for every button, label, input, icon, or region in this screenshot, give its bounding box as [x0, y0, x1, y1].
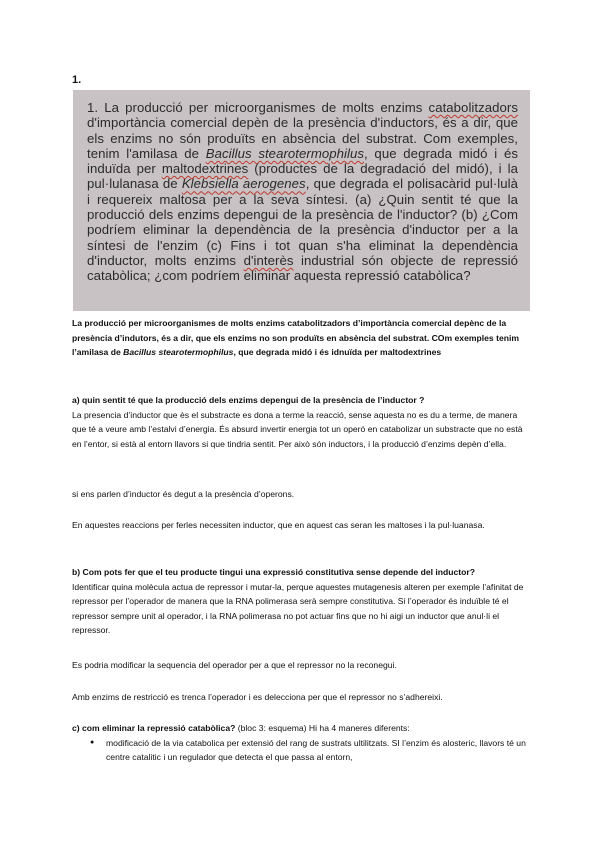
scan-species-2: Klebsiella aerogenes [181, 176, 306, 192]
answer-a-text-2: si ens parlen d’inductor és degut a la presència d’operons. [72, 489, 295, 499]
section-number: 1. [72, 74, 82, 86]
scan-spellcheck-1: catabolitzadors [428, 100, 518, 115]
answer-a-text-3: En aquestes reaccions per ferles necessiten inductor, que en aquest cas seran les maltoses i la pul·luanasa. [72, 520, 485, 530]
answer-a-para-2 [72, 487, 532, 502]
scan-species-1: Bacillus stearotermophilus [205, 145, 364, 161]
scan-text-4: (productes de la degradació del midó), i la pul·lulanasa de [87, 161, 518, 192]
answer-b-text-3: Amb enzims de restricció es trenca l’operador i es delecciona per que el repressor no s’adhereixi. [72, 692, 443, 702]
answer-b-para-2 [72, 658, 532, 673]
scan-text-2: d'importància comercial depèn de la presència d'inductors, és a dir, que els enzims no són produïts en absència del substrat. Com exemples, tenim l'amilasa de [87, 115, 518, 161]
scan-text-3: , que degrada midó i és induïda per [87, 145, 518, 177]
scan-text-1: 1. La producció per microorganismes de molts enzims [87, 100, 429, 115]
scanned-question-image [73, 90, 530, 311]
scan-spellcheck-3: d'interès [243, 252, 294, 268]
question-c: c) com eliminar la repressió catabòlica? [72, 723, 236, 733]
question-c-note: (bloc 3: esquema) Hi ha 4 maneres diferents: [235, 723, 410, 733]
scan-text-6: industrial són objecte de repressió catabòlica; ¿com podríem eliminar aquesta repressió catabòlica? [87, 252, 518, 284]
question-b-block [72, 565, 532, 638]
question-a: a) quin sentit té que la producció dels enzims depengui de la presència de l’inductor ? [72, 395, 425, 405]
answer-c-list [72, 736, 532, 765]
answer-a-para-3 [72, 518, 532, 533]
intro-paragraph [72, 316, 532, 360]
question-b: b) Com pots fer que el teu producte tingui una expressió constitutiva sense depende del inductor? [72, 567, 476, 577]
intro-species: Bacillus stearotermophilus [123, 347, 234, 358]
intro-text-1: La producció per microorganismes de molts enzims catabolitzadors d’importància comercial depènc de la presència d’indutors, és a dir, que els enzims no son produïts en absència del substrat. COm exemples tenim l’amilasa de [72, 318, 520, 358]
scan-text-5: , que degrada el polisacàrid pul·lulà i requereix maltosa per a la seva síntesi. (a) ¿Quin sentit té que la producció dels enzims depengui de la presència de l'inductor? (b) ¿Com podríem eliminar la dependència de la presència d'inductor per a la síntesi de l'enzim (c) Fins i tot quan s'ha eliminat la dependència d'inductor, molts enzims [87, 176, 518, 268]
answer-b: Identificar quina molècula actua de repressor i mutar-la, perque aquestes mutagenesis alteren per exemple l’afinitat de repressor per l’operador de manera que la RNA polimerasa serà sempre constitutiva. Si l’operador és induïble té el repressor sempre unit al operador, i la RNA polimerasa no pot actuar fins que no hi aigi un inductor que anul·li el repressor. [72, 581, 524, 636]
answer-a: La presencia d’inductor que ès el substracte es dona a terme la reacció, sense aquesta no es du a terme, de manera que té a veure amb l’estalvi d’energia. És absurd invertir energia tot un operó en catabolizar un substracte que no està en l’entor, si està al entorn llavors si que tindria sentit. Per això són inductors, i la producció d’enzims depèn d’ella. [72, 409, 523, 449]
question-c-block [72, 721, 532, 765]
question-a-block [72, 393, 532, 451]
answer-b-para-3 [72, 690, 532, 705]
answer-b-text-2: Es podria modificar la sequencia del operador per a que el repressor no la reconegui. [72, 660, 397, 670]
intro-text-2: , que degrada midó i és idnuïda per maltodextrines [233, 347, 442, 358]
scanned-question-text [87, 100, 518, 284]
list-item: ● modificació de la via catabolica per extensió del rang de sustrats ultilitzats. SI l’enzim és alosteric, llavors té un centre catalitic i un regulador que detecta el que passa al entorn, [92, 736, 532, 765]
scan-spellcheck-2: maltodextrines [161, 161, 249, 177]
